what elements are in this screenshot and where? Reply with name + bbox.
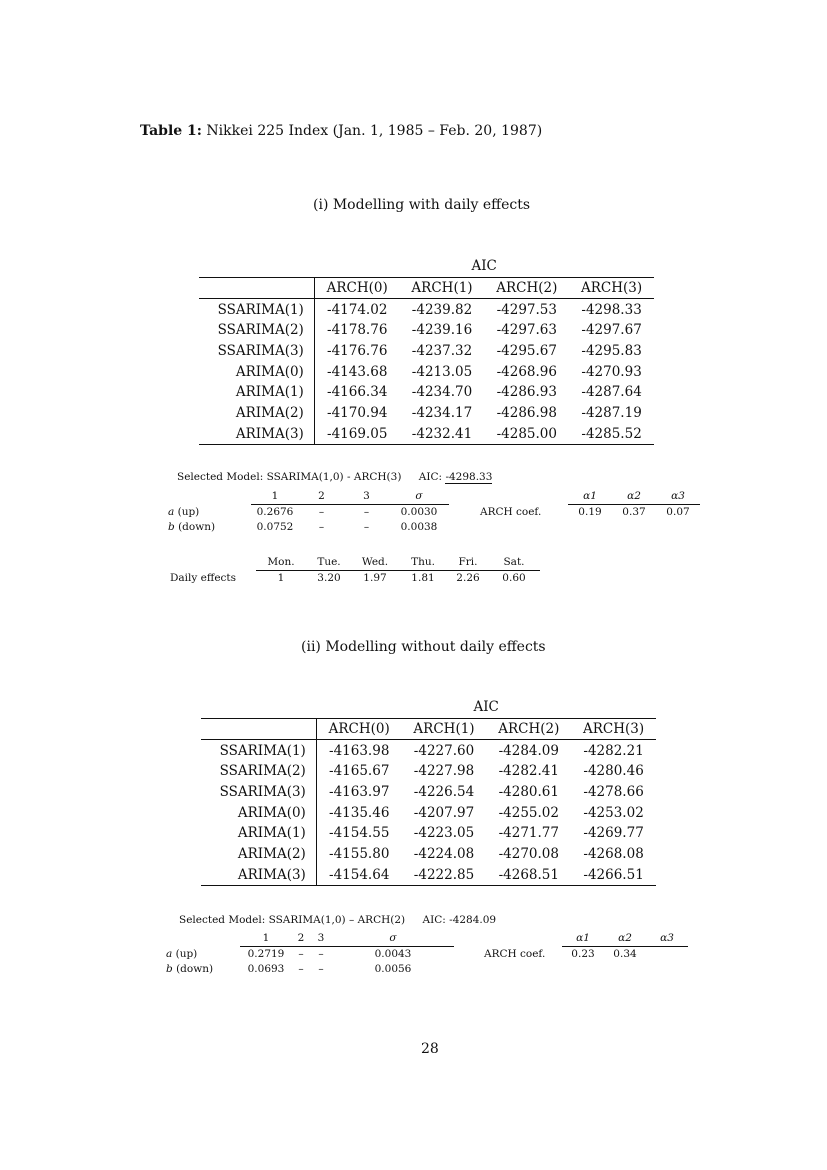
table-row (201, 844, 656, 865)
section2-aic-table (201, 697, 656, 886)
aic-value: -4163.97 (316, 782, 401, 803)
table-row (201, 761, 656, 782)
daily-effects-label: Daily effects (170, 571, 237, 584)
aic-value: -4222.85 (402, 865, 487, 886)
row-label: SSARIMA(2) (217, 322, 304, 339)
aic-value: -4266.51 (571, 865, 656, 886)
section2-param-table (166, 931, 454, 977)
arch-value: 0.19 (578, 506, 602, 518)
aic-value: -4287.64 (581, 384, 642, 401)
arch-coef-label: ARCH coef. (484, 947, 546, 960)
param-header: 1 (251, 489, 299, 505)
param-row-label: a (up) (168, 505, 200, 518)
param-value: 0.0752 (256, 521, 294, 533)
aic-value: -4284.09 (498, 742, 559, 759)
row-label: ARIMA(1) (235, 384, 304, 401)
aic-header: AIC (471, 258, 497, 275)
aic-value: -4268.51 (486, 865, 571, 886)
arch-value (646, 947, 688, 963)
aic-value: -4207.97 (413, 804, 475, 821)
column-header: ARCH(2) (486, 718, 571, 740)
day-header: Sat. (488, 555, 540, 571)
column-header: ARCH(1) (402, 718, 487, 740)
param-row-label: a (up) (166, 947, 198, 960)
row-label: ARIMA(0) (235, 363, 304, 380)
column-header: ARCH(3) (571, 718, 656, 740)
aic-value: -4234.17 (411, 405, 473, 422)
arch-value: 0.37 (622, 506, 646, 518)
aic-value: -4155.80 (316, 844, 401, 865)
table-row (201, 740, 656, 761)
param-value: – (318, 521, 325, 533)
row-label: ARIMA(0) (237, 804, 306, 821)
aic-value: -4285.00 (484, 424, 569, 445)
section1-rows (199, 299, 654, 445)
param-header: 2 (299, 489, 344, 505)
selected-aic-value: -4284.09 (449, 914, 497, 926)
aic-value: -4282.21 (583, 742, 644, 759)
param-value: – (298, 948, 304, 960)
section2-rows (201, 740, 656, 886)
aic-value: -4154.55 (316, 823, 401, 844)
section2-title: (ii) Modelling without daily effects (301, 639, 546, 655)
aic-value: -4282.41 (498, 763, 559, 780)
aic-value: -4170.94 (314, 403, 399, 424)
aic-value: -4227.60 (413, 742, 475, 759)
daily-value: 1 (277, 572, 285, 584)
table-row (199, 320, 654, 341)
section2-arch-coef (484, 931, 688, 962)
aic-value: -4253.02 (583, 804, 644, 821)
column-header: ARCH(0) (314, 277, 399, 299)
table-row (201, 865, 656, 886)
aic-value: -4255.02 (498, 804, 559, 821)
table-row (199, 341, 654, 362)
day-header: Fri. (448, 555, 488, 571)
row-label: ARIMA(2) (237, 846, 306, 863)
param-value: – (363, 506, 370, 518)
daily-value: 2.26 (456, 572, 480, 584)
param-value: – (363, 521, 370, 533)
param-header: 1 (240, 931, 292, 947)
column-header: ARCH(1) (400, 277, 485, 299)
aic-value: -4174.02 (314, 299, 399, 320)
daily-value: 1.81 (411, 572, 435, 584)
aic-value: -4178.76 (314, 320, 399, 341)
aic-value: -4287.19 (581, 405, 642, 422)
day-header: Wed. (352, 555, 398, 571)
section2-selected-model (179, 914, 496, 926)
arch-coef-label: ARCH coef. (480, 505, 542, 518)
arch-value: 0.34 (613, 948, 637, 960)
table-caption-text: Nikkei 225 Index (Jan. 1, 1985 – Feb. 20, 1987) (206, 123, 543, 139)
param-row-label: b (down) (168, 521, 216, 533)
aic-value: -4268.08 (583, 846, 644, 863)
table-row (201, 823, 656, 844)
param-header: σ (332, 931, 454, 947)
row-label: SSARIMA(1) (217, 301, 304, 318)
daily-value: 0.60 (502, 572, 526, 584)
aic-value: -4297.67 (581, 322, 642, 339)
param-value: 0.0043 (374, 948, 412, 960)
table-row (201, 782, 656, 803)
param-header: 2 (292, 931, 310, 947)
table-row (199, 299, 654, 320)
aic-value: -4270.08 (498, 846, 559, 863)
aic-value: -4239.16 (411, 322, 473, 339)
aic-value: -4135.46 (316, 802, 401, 823)
table-caption-label: Table 1: (140, 123, 202, 139)
row-label: ARIMA(3) (201, 865, 316, 886)
aic-value: -4297.53 (496, 301, 557, 318)
param-value: 0.0693 (247, 963, 285, 975)
aic-value: -4280.46 (583, 763, 644, 780)
selected-aic-label: AIC: (422, 914, 446, 926)
arch-header: α3 (646, 931, 688, 947)
aic-value: -4269.77 (583, 825, 644, 842)
row-label: ARIMA(1) (237, 825, 306, 842)
section1-aic-table (199, 256, 654, 445)
aic-value: -4295.67 (496, 343, 557, 360)
section1-title: (i) Modelling with daily effects (313, 197, 531, 213)
aic-value: -4268.96 (496, 363, 557, 380)
param-value: – (318, 948, 324, 960)
param-value: 0.2719 (247, 948, 285, 960)
param-value: 0.0056 (374, 963, 412, 975)
table-caption (140, 123, 542, 139)
day-header: Tue. (306, 555, 352, 571)
aic-value: -4143.68 (314, 361, 399, 382)
table-row (199, 361, 654, 382)
param-row-label: b (down) (166, 963, 214, 975)
param-header: 3 (344, 489, 389, 505)
param-value: – (318, 506, 325, 518)
aic-value: -4295.83 (581, 343, 642, 360)
aic-header: AIC (473, 699, 499, 716)
aic-value: -4285.52 (569, 424, 654, 445)
aic-value: -4223.05 (413, 825, 475, 842)
arch-header: α1 (562, 931, 604, 947)
section1-arch-coef (480, 489, 700, 520)
aic-value: -4226.54 (413, 784, 475, 801)
aic-value: -4213.05 (411, 363, 473, 380)
aic-value: -4163.98 (316, 740, 401, 761)
aic-value: -4280.61 (498, 784, 559, 801)
day-header: Mon. (256, 555, 306, 571)
aic-value: -4154.64 (316, 865, 401, 886)
aic-value: -4298.33 (581, 301, 642, 318)
row-label: ARIMA(3) (199, 424, 314, 445)
column-header: ARCH(0) (316, 718, 401, 740)
section1-param-table (168, 489, 449, 535)
param-value: 0.0030 (400, 506, 438, 518)
arch-header: α1 (568, 489, 612, 505)
day-header: Thu. (398, 555, 448, 571)
daily-value: 1.97 (363, 572, 387, 584)
aic-value: -4297.63 (496, 322, 557, 339)
arch-value: 0.23 (571, 948, 595, 960)
aic-value: -4165.67 (316, 761, 401, 782)
daily-effects-table (170, 555, 540, 586)
row-label: SSARIMA(1) (219, 742, 306, 759)
aic-value: -4239.82 (411, 301, 473, 318)
aic-value: -4286.98 (496, 405, 557, 422)
column-header: ARCH(2) (484, 277, 569, 299)
aic-value: -4227.98 (413, 763, 475, 780)
row-label: SSARIMA(3) (217, 343, 304, 360)
aic-value: -4176.76 (314, 341, 399, 362)
aic-value: -4224.08 (413, 846, 475, 863)
param-header: σ (389, 489, 449, 505)
arch-value: 0.07 (666, 506, 690, 518)
table-row (199, 424, 654, 445)
aic-value: -4234.70 (411, 384, 473, 401)
table-row (201, 802, 656, 823)
arch-header: α3 (656, 489, 700, 505)
column-header: ARCH(3) (569, 277, 654, 299)
section1-selected-model (177, 471, 492, 483)
aic-value: -4237.32 (411, 343, 473, 360)
page-number: 28 (421, 1041, 439, 1057)
table-row (199, 403, 654, 424)
aic-value: -4166.34 (314, 382, 399, 403)
arch-header: α2 (604, 931, 646, 947)
param-header: 3 (310, 931, 332, 947)
selected-model-text: Selected Model: SSARIMA(1,0) - ARCH(3) (177, 471, 402, 483)
row-label: SSARIMA(2) (219, 763, 306, 780)
daily-value: 3.20 (317, 572, 341, 584)
row-label: ARIMA(2) (235, 405, 304, 422)
aic-value: -4232.41 (400, 424, 485, 445)
table-row (199, 382, 654, 403)
aic-value: -4270.93 (581, 363, 642, 380)
selected-aic-label: AIC: (418, 471, 443, 483)
aic-value: -4286.93 (496, 384, 557, 401)
row-label: SSARIMA(3) (219, 784, 306, 801)
aic-value: -4271.77 (498, 825, 559, 842)
param-value: 0.2676 (256, 506, 294, 518)
param-value: – (298, 963, 304, 975)
param-value: – (318, 963, 324, 975)
selected-model-text: Selected Model: SSARIMA(1,0) – ARCH(2) (179, 914, 406, 926)
arch-header: α2 (612, 489, 656, 505)
aic-value: -4278.66 (583, 784, 644, 801)
param-value: 0.0038 (400, 521, 438, 533)
selected-aic-value: -4298.33 (445, 471, 493, 483)
aic-value: -4169.05 (314, 424, 399, 445)
